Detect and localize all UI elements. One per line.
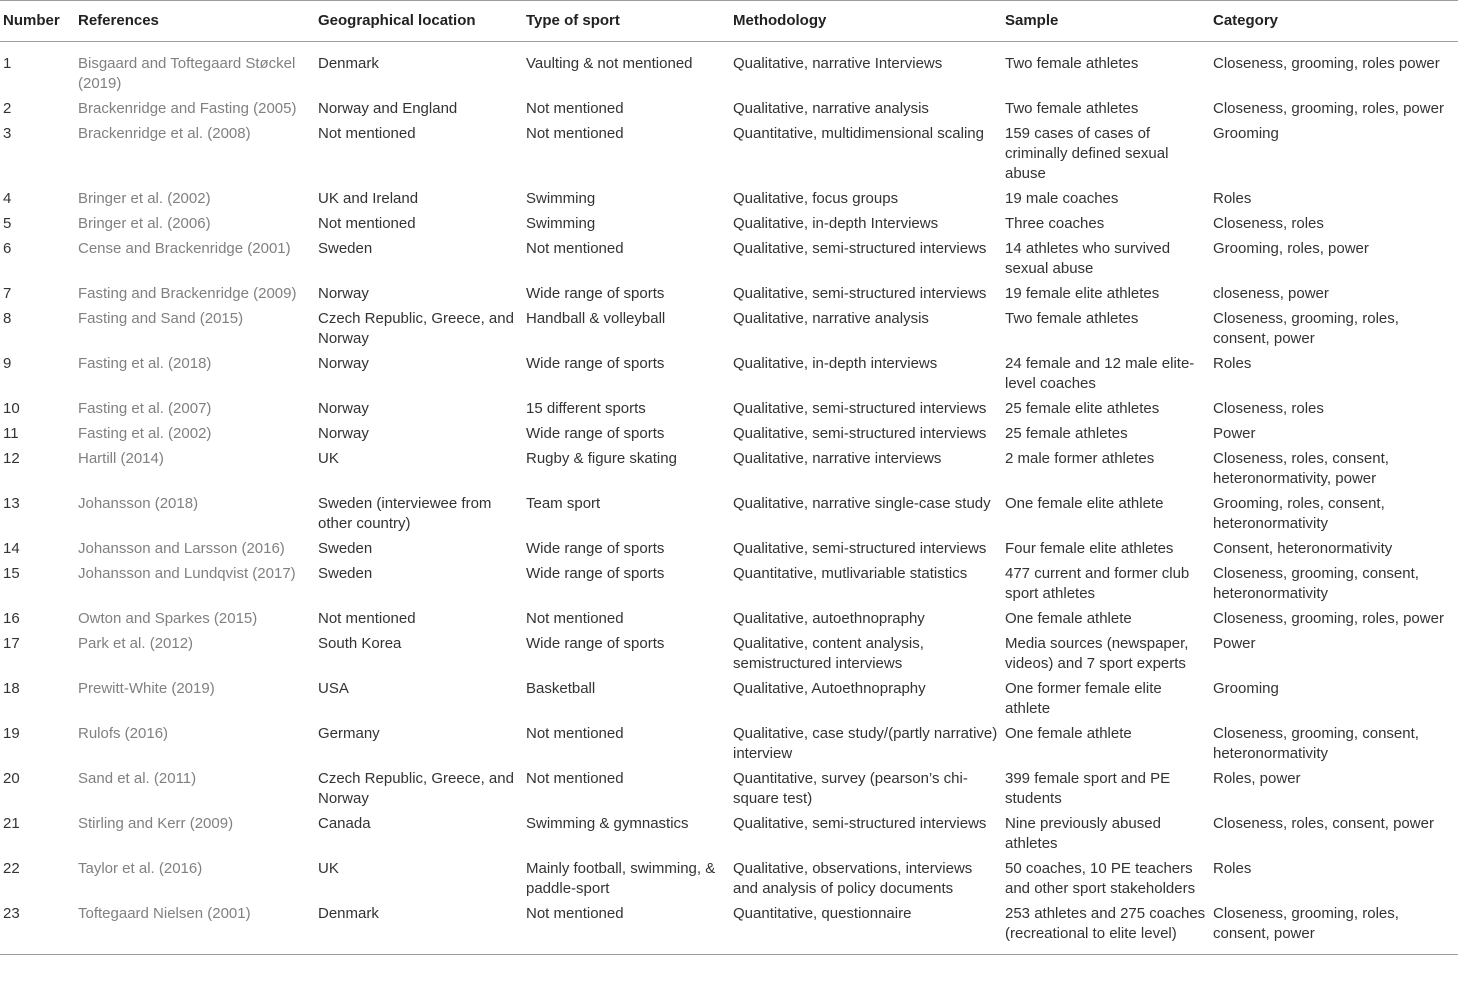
cell-reference: Brackenridge et al. (2008) [78,125,251,142]
cell-category: Consent, heteronormativity [1213,540,1393,557]
header-location: Geographical location [313,1,521,42]
cell-sport: Not mentioned [526,610,624,627]
cell-methodology: Quantitative, multidimensional scaling [733,125,984,142]
table-row [0,96,1458,121]
cell-location: UK [318,450,339,467]
table-row [0,211,1458,236]
header-references: References [73,1,313,42]
cell-reference: Hartill (2014) [78,450,164,467]
table-row [0,281,1458,306]
cell-sample: Two female athletes [1005,55,1139,72]
cell-location: UK [318,860,339,877]
cell-sample: 2 male former athletes [1005,450,1155,467]
cell-category: Closeness, roles, consent, heteronormativity, power [1213,450,1389,487]
cell-number: 14 [3,540,20,557]
cell-location: Norway [318,425,369,442]
cell-number: 2 [3,100,12,117]
cell-reference: Johansson (2018) [78,495,199,512]
cell-location: Not mentioned [318,125,416,142]
cell-category: Grooming [1213,125,1279,142]
cell-location: Not mentioned [318,215,416,232]
cell-methodology: Qualitative, in-depth interviews [733,355,938,372]
cell-number: 13 [3,495,20,512]
cell-sample: One former female elite athlete [1005,680,1162,717]
cell-reference: Johansson and Lundqvist (2017) [78,565,296,582]
cell-category: closeness, power [1213,285,1329,302]
cell-reference: Sand et al. (2011) [78,770,197,787]
table-row [0,561,1458,606]
cell-methodology: Qualitative, case study/(partly narrative) interview [733,725,998,762]
table-row [0,121,1458,186]
table-row [0,236,1458,281]
table-row [0,606,1458,631]
cell-category: Closeness, roles [1213,400,1324,417]
cell-sample: 253 athletes and 275 coaches (recreational to elite level) [1000,901,1208,955]
cell-sample: One female athlete [1005,725,1132,742]
cell-location: UK and Ireland [318,190,419,207]
header-number: Number [0,1,73,42]
cell-location: Germany [318,725,380,742]
cell-category: Closeness, grooming, roles, consent, power [1208,901,1458,955]
cell-category: Roles, power [1213,770,1301,787]
table-row [0,306,1458,351]
cell-reference: Park et al. (2012) [78,635,194,652]
cell-methodology: Qualitative, semi-structured interviews [733,425,987,442]
cell-reference: Brackenridge and Fasting (2005) [78,100,297,117]
cell-sport: Not mentioned [526,770,624,787]
cell-methodology: Qualitative, narrative analysis [733,100,929,117]
cell-sample: Two female athletes [1005,310,1139,327]
cell-methodology: Qualitative, narrative single-case study [733,495,991,512]
table-row [0,351,1458,396]
cell-methodology: Quantitative, questionnaire [728,901,1000,955]
cell-sample: One female elite athlete [1005,495,1164,512]
header-sport: Type of sport [521,1,728,42]
cell-sport: Not mentioned [521,901,728,955]
cell-sport: Handball & volleyball [526,310,666,327]
cell-category: Power [1213,425,1256,442]
cell-location: Canada [318,815,371,832]
cell-location: Norway [318,285,369,302]
cell-sample: Three coaches [1005,215,1105,232]
cell-reference: Bisgaard and Toftegaard Støckel (2019) [78,55,296,92]
table-row [0,856,1458,901]
cell-sport: Not mentioned [526,725,624,742]
cell-reference: Fasting et al. (2007) [78,400,212,417]
cell-category: Closeness, roles, consent, power [1213,815,1434,832]
cell-reference: Bringer et al. (2002) [78,190,211,207]
cell-sample: 19 male coaches [1005,190,1119,207]
cell-reference: Owton and Sparkes (2015) [78,610,258,627]
cell-number: 12 [3,450,20,467]
cell-number: 21 [3,815,20,832]
cell-category: Grooming, roles, consent, heteronormativity [1213,495,1385,532]
cell-sample: 25 female elite athletes [1005,400,1160,417]
cell-sample: Media sources (newspaper, videos) and 7 sport experts [1005,635,1189,672]
cell-number: 9 [3,355,12,372]
cell-number: 5 [3,215,12,232]
cell-number: 17 [3,635,20,652]
cell-methodology: Qualitative, Autoethnopraphy [733,680,926,697]
cell-number: 8 [3,310,12,327]
cell-reference: Prewitt-White (2019) [78,680,215,697]
table-row [0,491,1458,536]
cell-number: 19 [3,725,20,742]
cell-reference: Fasting et al. (2002) [78,425,212,442]
cell-category: Grooming [1213,680,1279,697]
cell-location: Sweden (interviewee from other country) [318,495,492,532]
cell-reference: Fasting and Brackenridge (2009) [78,285,297,302]
cell-methodology: Qualitative, focus groups [733,190,899,207]
cell-methodology: Qualitative, narrative analysis [733,310,929,327]
cell-methodology: Quantitative, mutlivariable statistics [733,565,968,582]
cell-reference: Fasting and Sand (2015) [78,310,244,327]
table-row [0,421,1458,446]
cell-reference: Rulofs (2016) [78,725,169,742]
cell-category: Closeness, roles [1213,215,1324,232]
table-row [0,766,1458,811]
cell-number: 15 [3,565,20,582]
cell-sport: 15 different sports [526,400,646,417]
cell-reference: Cense and Brackenridge (2001) [78,240,291,257]
cell-category: Roles [1213,355,1252,372]
header-sample: Sample [1000,1,1208,42]
cell-sport: Team sport [526,495,601,512]
cell-reference: Toftegaard Nielsen (2001) [73,901,313,955]
cell-sample: Four female elite athletes [1005,540,1174,557]
cell-methodology: Qualitative, semi-structured interviews [733,240,987,257]
cell-methodology: Qualitative, content analysis, semistructured interviews [733,635,924,672]
header-methodology: Methodology [728,1,1000,42]
table-row [0,42,1458,97]
cell-sport: Not mentioned [526,100,624,117]
cell-sample: 399 female sport and PE students [1005,770,1171,807]
cell-sample: One female athlete [1005,610,1132,627]
cell-category: Roles [1213,190,1252,207]
cell-category: Closeness, grooming, roles, power [1213,100,1444,117]
cell-number: 7 [3,285,12,302]
cell-category: Closeness, grooming, consent, heteronormativity [1213,725,1419,762]
cell-number: 20 [3,770,20,787]
cell-number: 11 [3,425,19,442]
cell-location: Czech Republic, Greece, and Norway [318,310,514,347]
cell-methodology: Qualitative, in-depth Interviews [733,215,939,232]
cell-sport: Wide range of sports [526,285,665,302]
cell-sport: Not mentioned [526,125,624,142]
cell-sport: Mainly football, swimming, & paddle-sport [526,860,716,897]
cell-category: Closeness, grooming, roles, power [1213,610,1444,627]
cell-sample: 159 cases of cases of criminally defined sexual abuse [1005,125,1169,182]
cell-methodology: Qualitative, narrative Interviews [733,55,943,72]
cell-location: Norway [318,355,369,372]
cell-number: 10 [3,400,20,417]
header-row [0,1,1458,42]
header-category: Category [1208,1,1458,42]
cell-category: Roles [1213,860,1252,877]
cell-sport: Wide range of sports [526,425,665,442]
cell-location: South Korea [318,635,402,652]
cell-sport: Swimming [526,190,596,207]
cell-number: 6 [3,240,12,257]
cell-methodology: Qualitative, autoethnopraphy [733,610,925,627]
cell-methodology: Quantitative, survey (pearson’s chi-square test) [733,770,968,807]
table-row [0,901,1458,955]
cell-sample: Nine previously abused athletes [1005,815,1161,852]
cell-number: 16 [3,610,20,627]
table-row [0,536,1458,561]
table-row [0,631,1458,676]
cell-location: Denmark [313,901,521,955]
cell-location: USA [318,680,349,697]
table-row [0,811,1458,856]
cell-category: Closeness, grooming, roles power [1213,55,1440,72]
cell-number: 18 [3,680,20,697]
table-row [0,396,1458,421]
cell-number: 23 [0,901,73,955]
cell-methodology: Qualitative, semi-structured interviews [733,400,987,417]
cell-sport: Wide range of sports [526,565,665,582]
cell-sport: Vaulting & not mentioned [526,55,693,72]
cell-category: Closeness, grooming, consent, heteronormativity [1213,565,1419,602]
cell-location: Not mentioned [318,610,416,627]
table-header [0,1,1458,42]
cell-sport: Swimming & gymnastics [526,815,689,832]
cell-location: Norway and England [318,100,458,117]
cell-reference: Taylor et al. (2016) [78,860,203,877]
cell-sport: Wide range of sports [526,355,665,372]
cell-location: Sweden [318,240,373,257]
cell-methodology: Qualitative, observations, interviews and analysis of policy documents [733,860,973,897]
cell-sport: Wide range of sports [526,540,665,557]
cell-location: Sweden [318,565,373,582]
cell-methodology: Qualitative, semi-structured interviews [733,285,987,302]
cell-reference: Bringer et al. (2006) [78,215,211,232]
cell-sample: 50 coaches, 10 PE teachers and other sport stakeholders [1005,860,1196,897]
cell-sport: Basketball [526,680,596,697]
cell-category: Grooming, roles, power [1213,240,1369,257]
cell-sport: Wide range of sports [526,635,665,652]
cell-location: Sweden [318,540,373,557]
cell-number: 1 [3,55,12,72]
cell-number: 4 [3,190,12,207]
cell-methodology: Qualitative, semi-structured interviews [733,815,987,832]
cell-sample: Two female athletes [1005,100,1139,117]
table-row [0,676,1458,721]
cell-location: Norway [318,400,369,417]
cell-sample: 25 female athletes [1005,425,1128,442]
cell-sample: 477 current and former club sport athletes [1005,565,1190,602]
cell-location: Czech Republic, Greece, and Norway [318,770,514,807]
cell-sport: Swimming [526,215,596,232]
cell-sample: 19 female elite athletes [1005,285,1160,302]
cell-location: Denmark [318,55,379,72]
cell-sport: Not mentioned [526,240,624,257]
cell-reference: Stirling and Kerr (2009) [78,815,234,832]
cell-number: 3 [3,125,12,142]
cell-sample: 24 female and 12 male elite-level coaches [1005,355,1195,392]
cell-category: Power [1213,635,1256,652]
table-row [0,721,1458,766]
cell-methodology: Qualitative, narrative interviews [733,450,942,467]
cell-reference: Johansson and Larsson (2016) [78,540,285,557]
table-row [0,186,1458,211]
table-body [0,42,1458,955]
cell-sport: Rugby & figure skating [526,450,677,467]
cell-reference: Fasting et al. (2018) [78,355,212,372]
table-row [0,446,1458,491]
cell-sample: 14 athletes who survived sexual abuse [1005,240,1171,277]
cell-category: Closeness, grooming, roles, consent, power [1213,310,1399,347]
cell-number: 22 [3,860,20,877]
cell-methodology: Qualitative, semi-structured interviews [733,540,987,557]
